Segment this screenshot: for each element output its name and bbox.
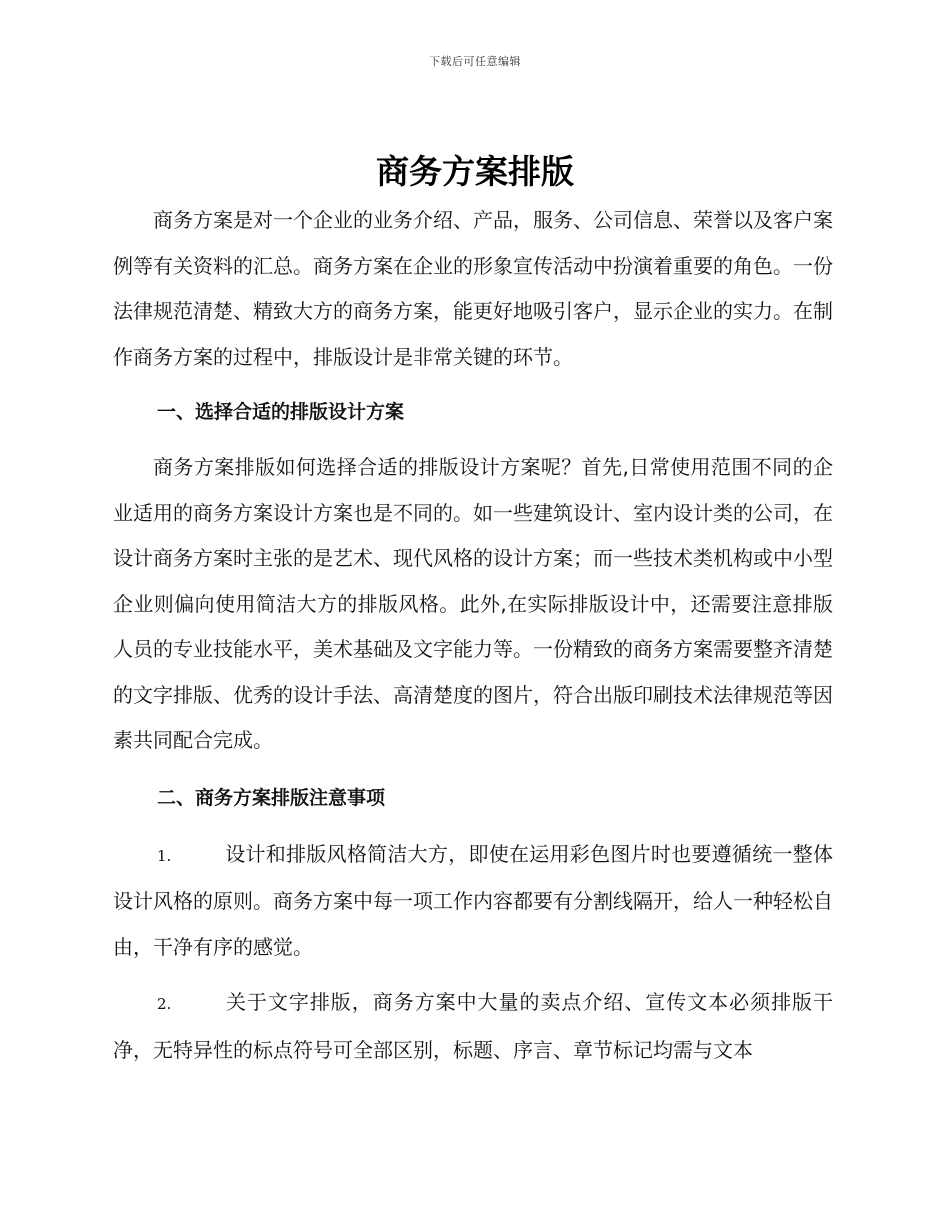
section-heading-2: 二、商务方案排版注意事项 (157, 786, 386, 809)
intro-paragraph: 商务方案是对一个企业的业务介绍、产品，服务、公司信息、荣誉以及客户案例等有关资料的汇总。商务方案在企业的形象宣传活动中扮演着重要的角色。一份法律规范清楚、精致大方的商务方案，能更好地吸引客户，显示企业的实力。在制作商务方案的过程中，排版设计是非常关键的环节。 (113, 208, 833, 369)
list-item-text: 关于文字排版，商务方案中大量的卖点介绍、宣传文本必须排版干净，无特异性的标点符号可全部区别，标题、序言、章节标记均需与文本 (113, 990, 833, 1062)
list-item-number: 1. (157, 846, 172, 865)
header-note: 下载后可任意编辑 (429, 55, 521, 68)
list-item-2 (113, 980, 833, 1073)
list-item-number: 2. (157, 995, 172, 1013)
document-title: 商务方案排版 (376, 152, 574, 191)
list-item-text: 设计和排版风格简洁大方，即使在运用彩色图片时也要遵循统一整体设计风格的原则。商务方案中每一项工作内容都要有分割线隔开，给人一种轻松自由，干净有序的感觉。 (113, 841, 833, 959)
document-body (113, 198, 833, 1073)
list-item-1 (113, 832, 833, 971)
section-heading-1: 一、选择合适的排版设计方案 (157, 401, 405, 423)
section-1-paragraph: 商务方案排版如何选择合适的排版设计方案呢？首先,日常使用范围不同的企业适用的商务方案设计方案也是不同的。如一些建筑设计、室内设计类的公司，在设计商务方案时主张的是艺术、现代风格的设计方案；而一些技术类机构或中小型企业则偏向使用简洁大方的排版风格。此外,在实际排版设计中，还需要注意排版人员的专业技能水平，美术基础及文字能力等。一份精致的商务方案需要整齐清楚的文字排版、优秀的设计手法、高清楚度的图片，符合出版印刷技术法律规范等因素共同配合完成。 (113, 455, 833, 752)
